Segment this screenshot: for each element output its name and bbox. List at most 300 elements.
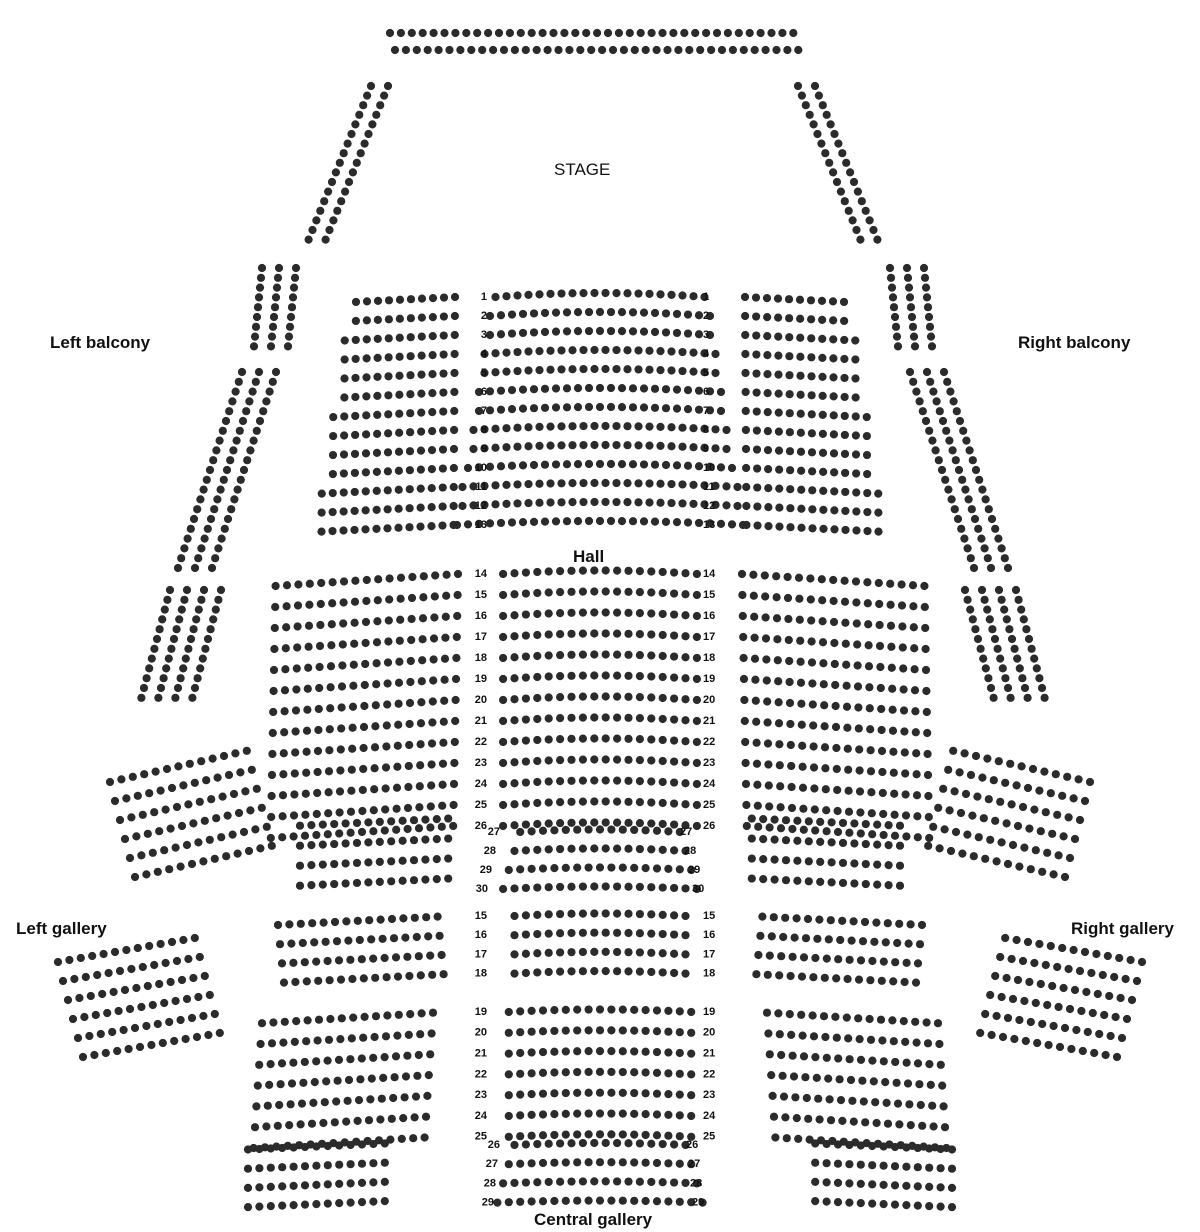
seat[interactable] (535, 480, 543, 488)
seat[interactable] (163, 765, 171, 773)
seat[interactable] (880, 1181, 888, 1189)
seat[interactable] (352, 355, 360, 363)
seat[interactable] (188, 694, 196, 702)
seat[interactable] (235, 378, 243, 386)
seat[interactable] (562, 1158, 570, 1166)
seat[interactable] (369, 955, 377, 963)
seat[interactable] (959, 427, 967, 435)
seat[interactable] (664, 1090, 672, 1098)
seat[interactable] (522, 715, 530, 723)
seat[interactable] (774, 371, 782, 379)
seat[interactable] (444, 834, 452, 842)
seat[interactable] (889, 293, 897, 301)
seat[interactable] (890, 303, 898, 311)
seat[interactable] (223, 466, 231, 474)
seat[interactable] (826, 1095, 834, 1103)
seat[interactable] (852, 469, 860, 477)
seat[interactable] (834, 1160, 842, 1168)
seat[interactable] (304, 1016, 312, 1024)
seat[interactable] (886, 264, 894, 272)
seat[interactable] (165, 865, 173, 873)
seat[interactable] (796, 353, 804, 361)
seat[interactable] (191, 779, 199, 787)
seat[interactable] (562, 826, 570, 834)
seat[interactable] (771, 876, 779, 884)
seat[interactable] (187, 635, 195, 643)
seat[interactable] (976, 1029, 984, 1037)
seat[interactable] (241, 787, 249, 795)
seat[interactable] (946, 806, 954, 814)
seat[interactable] (624, 756, 632, 764)
seat[interactable] (841, 488, 849, 496)
seat[interactable] (1128, 996, 1136, 1004)
seat[interactable] (596, 1158, 604, 1166)
seat[interactable] (429, 676, 437, 684)
seat[interactable] (1089, 1009, 1097, 1017)
seat[interactable] (314, 747, 322, 755)
seat[interactable] (636, 819, 644, 827)
seat[interactable] (722, 482, 730, 490)
seat[interactable] (636, 756, 644, 764)
seat[interactable] (393, 1032, 401, 1040)
seat[interactable] (244, 1145, 252, 1153)
seat[interactable] (936, 844, 944, 852)
seat[interactable] (1071, 835, 1079, 843)
seat[interactable] (579, 479, 587, 487)
seat[interactable] (1018, 762, 1026, 770)
seat[interactable] (397, 595, 405, 603)
seat[interactable] (878, 747, 886, 755)
seat[interactable] (673, 405, 681, 413)
seat[interactable] (1009, 841, 1017, 849)
seat[interactable] (424, 46, 432, 54)
seat[interactable] (1048, 982, 1056, 990)
seat[interactable] (142, 870, 150, 878)
seat[interactable] (539, 29, 547, 37)
seat[interactable] (828, 838, 836, 846)
seat[interactable] (841, 619, 849, 627)
hall-right-block-lower[interactable] (738, 570, 933, 842)
seat[interactable] (103, 1009, 111, 1017)
seat[interactable] (629, 460, 637, 468)
seat[interactable] (630, 1089, 638, 1097)
seat[interactable] (369, 1198, 377, 1206)
seat[interactable] (742, 426, 750, 434)
seat[interactable] (191, 934, 199, 942)
seat[interactable] (255, 1145, 263, 1153)
seat[interactable] (740, 696, 748, 704)
seat[interactable] (796, 334, 804, 342)
seat[interactable] (1029, 765, 1037, 773)
seat[interactable] (332, 1097, 340, 1105)
seat[interactable] (568, 365, 576, 373)
seat[interactable] (607, 863, 615, 871)
seat[interactable] (296, 862, 304, 870)
seat[interactable] (357, 149, 365, 157)
seat[interactable] (535, 290, 543, 298)
seat[interactable] (596, 384, 604, 392)
seat[interactable] (280, 979, 288, 987)
seat[interactable] (981, 855, 989, 863)
seat[interactable] (556, 693, 564, 701)
seat[interactable] (852, 226, 860, 234)
seat[interactable] (941, 1123, 949, 1131)
seat[interactable] (771, 856, 779, 864)
seat[interactable] (827, 1116, 835, 1124)
seat[interactable] (353, 819, 361, 827)
seat[interactable] (787, 762, 795, 770)
seat[interactable] (778, 29, 786, 37)
seat[interactable] (922, 666, 930, 674)
seat[interactable] (395, 700, 403, 708)
seat[interactable] (344, 937, 352, 945)
seat[interactable] (809, 1011, 817, 1019)
seat[interactable] (924, 303, 932, 311)
seat[interactable] (636, 1139, 644, 1147)
seat[interactable] (340, 507, 348, 515)
seat[interactable] (902, 832, 910, 840)
seat[interactable] (978, 586, 986, 594)
seat[interactable] (1048, 830, 1056, 838)
seat[interactable] (499, 822, 507, 830)
seat[interactable] (144, 830, 152, 838)
seat[interactable] (857, 829, 865, 837)
seat[interactable] (250, 342, 258, 350)
seat[interactable] (590, 587, 598, 595)
seat[interactable] (268, 792, 276, 800)
seat[interactable] (824, 1075, 832, 1083)
seat[interactable] (320, 919, 328, 927)
seat[interactable] (324, 188, 332, 196)
seat[interactable] (332, 168, 340, 176)
seat[interactable] (991, 525, 999, 533)
seat[interactable] (776, 1030, 784, 1038)
seat[interactable] (220, 476, 228, 484)
seat[interactable] (847, 1076, 855, 1084)
seat[interactable] (376, 858, 384, 866)
seat[interactable] (856, 808, 864, 816)
seat[interactable] (590, 909, 598, 917)
seat[interactable] (571, 29, 579, 37)
seat[interactable] (868, 1180, 876, 1188)
seat[interactable] (647, 1140, 655, 1148)
seat[interactable] (880, 1057, 888, 1065)
seat[interactable] (590, 713, 598, 721)
seat[interactable] (340, 488, 348, 496)
seat[interactable] (968, 812, 976, 820)
seat[interactable] (922, 687, 930, 695)
seat[interactable] (670, 930, 678, 938)
seat[interactable] (642, 1068, 650, 1076)
seat[interactable] (749, 571, 757, 579)
seat[interactable] (403, 953, 411, 961)
seat[interactable] (336, 787, 344, 795)
seat[interactable] (670, 969, 678, 977)
seat[interactable] (344, 1097, 352, 1105)
seat[interactable] (647, 845, 655, 853)
seat[interactable] (371, 764, 379, 772)
seat[interactable] (1066, 1005, 1074, 1013)
seat[interactable] (314, 977, 322, 985)
seat[interactable] (193, 505, 201, 513)
seat[interactable] (499, 633, 507, 641)
seat[interactable] (601, 479, 609, 487)
seat[interactable] (733, 502, 741, 510)
seat[interactable] (642, 1006, 650, 1014)
seat[interactable] (995, 586, 1003, 594)
seat[interactable] (574, 384, 582, 392)
seat[interactable] (841, 197, 849, 205)
seat[interactable] (1025, 825, 1033, 833)
seat[interactable] (863, 432, 871, 440)
seat[interactable] (524, 499, 532, 507)
seat[interactable] (440, 29, 448, 37)
seat[interactable] (596, 1068, 604, 1076)
seat[interactable] (284, 342, 292, 350)
seat[interactable] (651, 385, 659, 393)
seat[interactable] (1043, 849, 1051, 857)
seat[interactable] (805, 837, 813, 845)
seat[interactable] (797, 700, 805, 708)
seat[interactable] (121, 835, 129, 843)
seat[interactable] (401, 1093, 409, 1101)
seat[interactable] (585, 1158, 593, 1166)
seat[interactable] (304, 685, 312, 693)
seat[interactable] (636, 798, 644, 806)
seat[interactable] (911, 665, 919, 673)
seat[interactable] (752, 369, 760, 377)
seat[interactable] (889, 727, 897, 735)
seat[interactable] (794, 1135, 802, 1143)
seat[interactable] (361, 660, 369, 668)
seat[interactable] (568, 346, 576, 354)
seat[interactable] (873, 861, 881, 869)
seat[interactable] (258, 264, 266, 272)
seat[interactable] (955, 466, 963, 474)
seat[interactable] (693, 612, 701, 620)
seat[interactable] (866, 216, 874, 224)
seat[interactable] (1042, 961, 1050, 969)
seat[interactable] (317, 579, 325, 587)
seat[interactable] (752, 350, 760, 358)
seat[interactable] (910, 623, 918, 631)
seat[interactable] (556, 819, 564, 827)
seat[interactable] (964, 596, 972, 604)
seat[interactable] (552, 460, 560, 468)
seat[interactable] (775, 466, 783, 474)
seat[interactable] (687, 1070, 695, 1078)
seat[interactable] (287, 313, 295, 321)
seat[interactable] (630, 1068, 638, 1076)
seat[interactable] (937, 1061, 945, 1069)
seat[interactable] (362, 430, 370, 438)
seat[interactable] (659, 568, 667, 576)
seat[interactable] (981, 1010, 989, 1018)
seat[interactable] (711, 444, 719, 452)
seat[interactable] (613, 672, 621, 680)
seat[interactable] (741, 738, 749, 746)
seat[interactable] (294, 580, 302, 588)
seat[interactable] (367, 935, 375, 943)
seat[interactable] (647, 567, 655, 575)
seat[interactable] (293, 643, 301, 651)
seat[interactable] (214, 544, 222, 552)
seat[interactable] (199, 655, 207, 663)
seat[interactable] (809, 973, 817, 981)
seat[interactable] (1013, 781, 1021, 789)
seat[interactable] (893, 1079, 901, 1087)
hall-left-block-lower[interactable] (267, 570, 462, 842)
seat[interactable] (776, 782, 784, 790)
seat[interactable] (1087, 969, 1095, 977)
seat[interactable] (433, 855, 441, 863)
seat[interactable] (647, 930, 655, 938)
seat[interactable] (394, 973, 402, 981)
seat[interactable] (977, 535, 985, 543)
seat[interactable] (740, 675, 748, 683)
seat[interactable] (830, 468, 838, 476)
seat[interactable] (624, 1177, 632, 1185)
seat[interactable] (454, 591, 462, 599)
seat[interactable] (348, 745, 356, 753)
seat[interactable] (750, 592, 758, 600)
seat[interactable] (544, 46, 552, 54)
seat[interactable] (229, 831, 237, 839)
seat[interactable] (145, 664, 153, 672)
seat[interactable] (1014, 822, 1022, 830)
seat[interactable] (340, 431, 348, 439)
seat[interactable] (158, 615, 166, 623)
seat[interactable] (803, 1094, 811, 1102)
seat[interactable] (497, 311, 505, 319)
seat[interactable] (299, 1079, 307, 1087)
seat[interactable] (763, 313, 771, 321)
seat[interactable] (1005, 625, 1013, 633)
seat[interactable] (662, 518, 670, 526)
seat[interactable] (568, 479, 576, 487)
seat[interactable] (184, 535, 192, 543)
seat[interactable] (843, 682, 851, 690)
seat[interactable] (945, 437, 953, 445)
seat[interactable] (391, 46, 399, 54)
seat[interactable] (172, 997, 180, 1005)
seat[interactable] (850, 859, 858, 867)
central-gallery-row-numbers-right-rear[interactable] (686, 1139, 704, 1209)
seat[interactable] (851, 336, 859, 344)
seat[interactable] (278, 1059, 286, 1067)
seat[interactable] (962, 437, 970, 445)
seat[interactable] (590, 797, 598, 805)
seat[interactable] (1012, 586, 1020, 594)
seat[interactable] (556, 910, 564, 918)
seat[interactable] (387, 857, 395, 865)
seat[interactable] (685, 46, 693, 54)
seat[interactable] (161, 606, 169, 614)
seat[interactable] (978, 486, 986, 494)
seat[interactable] (967, 771, 975, 779)
seat[interactable] (275, 264, 283, 272)
seat[interactable] (79, 1053, 87, 1061)
seat[interactable] (134, 944, 142, 952)
seat[interactable] (830, 487, 838, 495)
seat[interactable] (194, 993, 202, 1001)
seat[interactable] (246, 446, 254, 454)
seat[interactable] (915, 1080, 923, 1088)
seat[interactable] (545, 968, 553, 976)
seat[interactable] (385, 353, 393, 361)
seat[interactable] (338, 703, 346, 711)
seat[interactable] (1033, 664, 1041, 672)
seat[interactable] (280, 749, 288, 757)
seat[interactable] (267, 1202, 275, 1210)
seat[interactable] (923, 708, 931, 716)
seat[interactable] (351, 393, 359, 401)
seat[interactable] (412, 1093, 420, 1101)
seat[interactable] (963, 831, 971, 839)
seat[interactable] (1047, 789, 1055, 797)
seat[interactable] (860, 1097, 868, 1105)
seat[interactable] (868, 1200, 876, 1208)
seat[interactable] (319, 841, 327, 849)
seat[interactable] (763, 370, 771, 378)
seat[interactable] (579, 630, 587, 638)
seat[interactable] (864, 599, 872, 607)
seat[interactable] (1113, 1053, 1121, 1061)
seat[interactable] (880, 1162, 888, 1170)
seat[interactable] (416, 782, 424, 790)
seat[interactable] (154, 694, 162, 702)
seat[interactable] (820, 1012, 828, 1020)
seat[interactable] (312, 1057, 320, 1065)
seat[interactable] (1065, 965, 1073, 973)
seat[interactable] (271, 303, 279, 311)
seat[interactable] (428, 503, 436, 511)
seat[interactable] (545, 714, 553, 722)
seat[interactable] (752, 331, 760, 339)
seat[interactable] (373, 449, 381, 457)
seat[interactable] (326, 976, 334, 984)
seat[interactable] (410, 856, 418, 864)
seat[interactable] (361, 681, 369, 689)
seat[interactable] (670, 778, 678, 786)
seat[interactable] (664, 827, 672, 835)
seat[interactable] (137, 1003, 145, 1011)
seat[interactable] (807, 334, 815, 342)
seat[interactable] (567, 735, 575, 743)
seat[interactable] (937, 1203, 945, 1211)
seat[interactable] (829, 316, 837, 324)
seat[interactable] (902, 1201, 910, 1209)
seat[interactable] (567, 588, 575, 596)
seat[interactable] (160, 846, 168, 854)
seat[interactable] (659, 846, 667, 854)
seat[interactable] (689, 424, 697, 432)
seat[interactable] (1037, 827, 1045, 835)
seat[interactable] (753, 502, 761, 510)
seat[interactable] (545, 819, 553, 827)
seat[interactable] (282, 623, 290, 631)
seat[interactable] (1022, 1037, 1030, 1045)
seat[interactable] (348, 975, 356, 983)
seat[interactable] (819, 617, 827, 625)
seat[interactable] (451, 331, 459, 339)
seat[interactable] (707, 46, 715, 54)
seat[interactable] (296, 822, 304, 830)
seat[interactable] (407, 657, 415, 665)
seat[interactable] (585, 825, 593, 833)
seat[interactable] (844, 975, 852, 983)
seat[interactable] (533, 778, 541, 786)
